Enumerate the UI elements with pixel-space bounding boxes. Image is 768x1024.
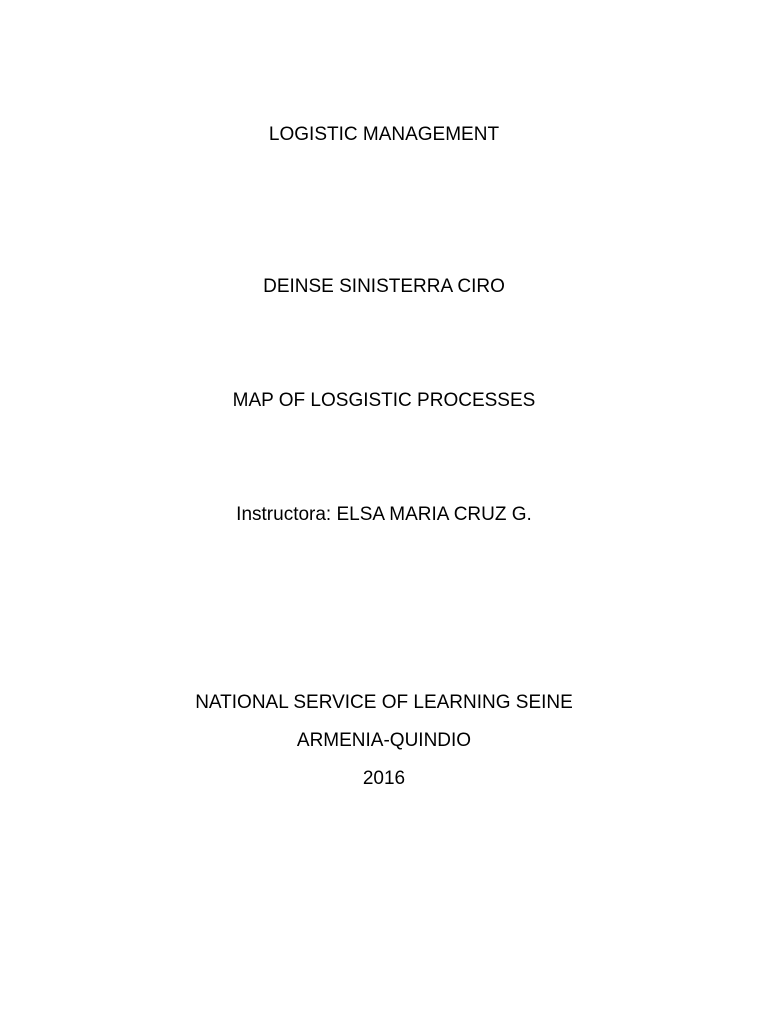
- year: 2016: [362, 768, 406, 789]
- location: ARMENIA-QUINDIO: [296, 730, 472, 751]
- instructor-name: Instructora: ELSA MARIA CRUZ G.: [236, 504, 532, 525]
- document-title: LOGISTIC MANAGEMENT: [268, 124, 500, 145]
- institution-name: NATIONAL SERVICE OF LEARNING SEINE: [195, 692, 573, 713]
- document-subject: MAP OF LOSGISTIC PROCESSES: [232, 390, 536, 411]
- author-name: DEINSE SINISTERRA CIRO: [263, 276, 505, 297]
